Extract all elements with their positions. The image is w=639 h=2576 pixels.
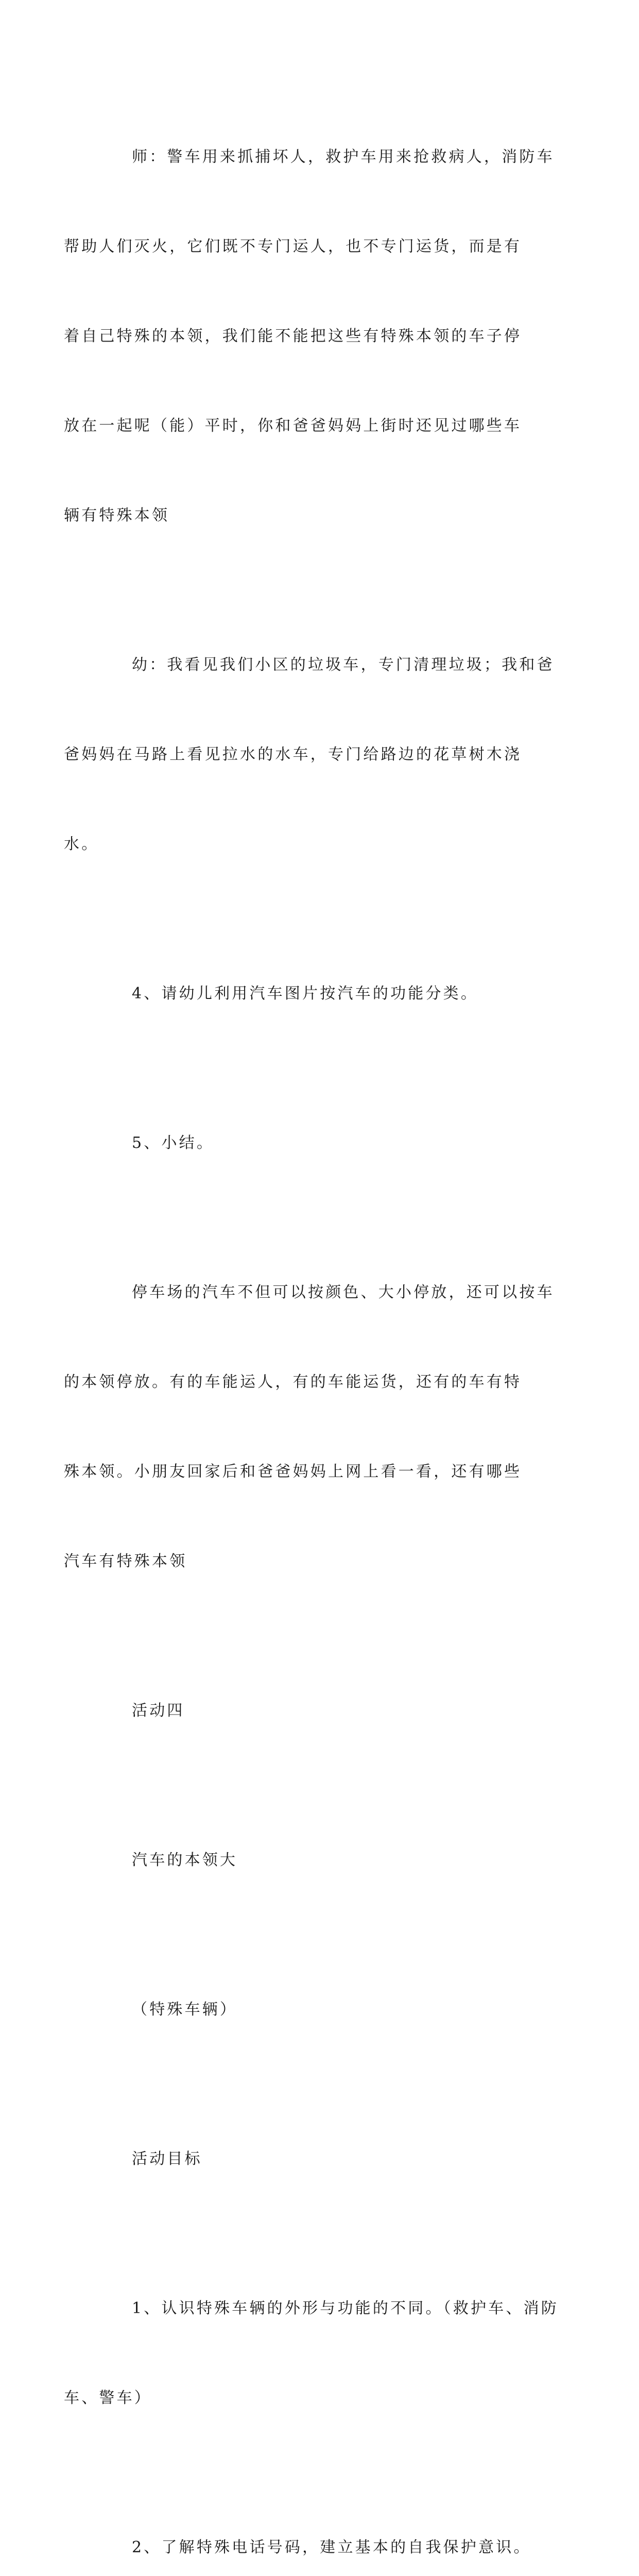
document-body xyxy=(64,82,561,2576)
text-line: 殊本领。小朋友回家后和爸爸妈妈上网上看一看，还有哪些 xyxy=(64,1463,522,1481)
text-line: 师：警车用来抓捕坏人，救护车用来抢救病人，消防车 xyxy=(132,148,555,166)
paragraph-goal-1 xyxy=(64,2234,561,2473)
text-line: 帮助人们灭火，它们既不专门运人，也不专门运货，而是有 xyxy=(64,238,522,256)
text-line: 着自己特殊的本领，我们能不能把这些有特殊本领的车子停 xyxy=(64,327,522,345)
text-line: 活动目标 xyxy=(132,2150,202,2168)
paragraph-step-5 xyxy=(98,1069,561,1218)
text-line: 汽车的本领大 xyxy=(132,1851,238,1869)
text-line: 4、请幼儿利用汽车图片按汽车的功能分类。 xyxy=(132,985,479,1003)
text-line: 水。 xyxy=(64,835,99,853)
paragraph-step-4 xyxy=(98,919,561,1069)
text-line: 幼：我看见我们小区的垃圾车，专门清理垃圾；我和爸 xyxy=(132,656,555,674)
paragraph-goal-2 xyxy=(98,2473,561,2576)
text-line: 辆有特殊本领 xyxy=(64,506,170,524)
text-line: 1、认识特殊车辆的外形与功能的不同。（救护车、消防 xyxy=(132,2299,559,2317)
heading-activity-subtitle xyxy=(98,1935,561,2084)
text-line: 车、警车） xyxy=(64,2389,152,2407)
text-line: 停车场的汽车不但可以按颜色、大小停放，还可以按车 xyxy=(132,1283,555,1301)
text-line: 爸妈妈在马路上看见拉水的水车，专门给路边的花草树木浇 xyxy=(64,745,522,764)
heading-activity-title xyxy=(98,1786,561,1935)
text-line: 2、了解特殊电话号码，建立基本的自我保护意识。 xyxy=(132,2538,531,2556)
text-line: 汽车有特殊本领 xyxy=(64,1552,187,1570)
paragraph-summary xyxy=(64,1218,561,1636)
paragraph-teacher-dialogue xyxy=(64,82,561,590)
text-line: 的本领停放。有的车能运人，有的车能运货，还有的车有特 xyxy=(64,1373,522,1391)
text-line: 活动四 xyxy=(132,1702,185,1720)
text-line: 放在一起呢（能）平时，你和爸爸妈妈上街时还见过哪些车 xyxy=(64,417,522,435)
text-line: 5、小结。 xyxy=(132,1134,215,1152)
heading-activity-four xyxy=(98,1636,561,1786)
text-line: （特殊车辆） xyxy=(132,2001,238,2019)
paragraph-child-dialogue xyxy=(64,590,561,919)
heading-activity-goals xyxy=(98,2084,561,2234)
